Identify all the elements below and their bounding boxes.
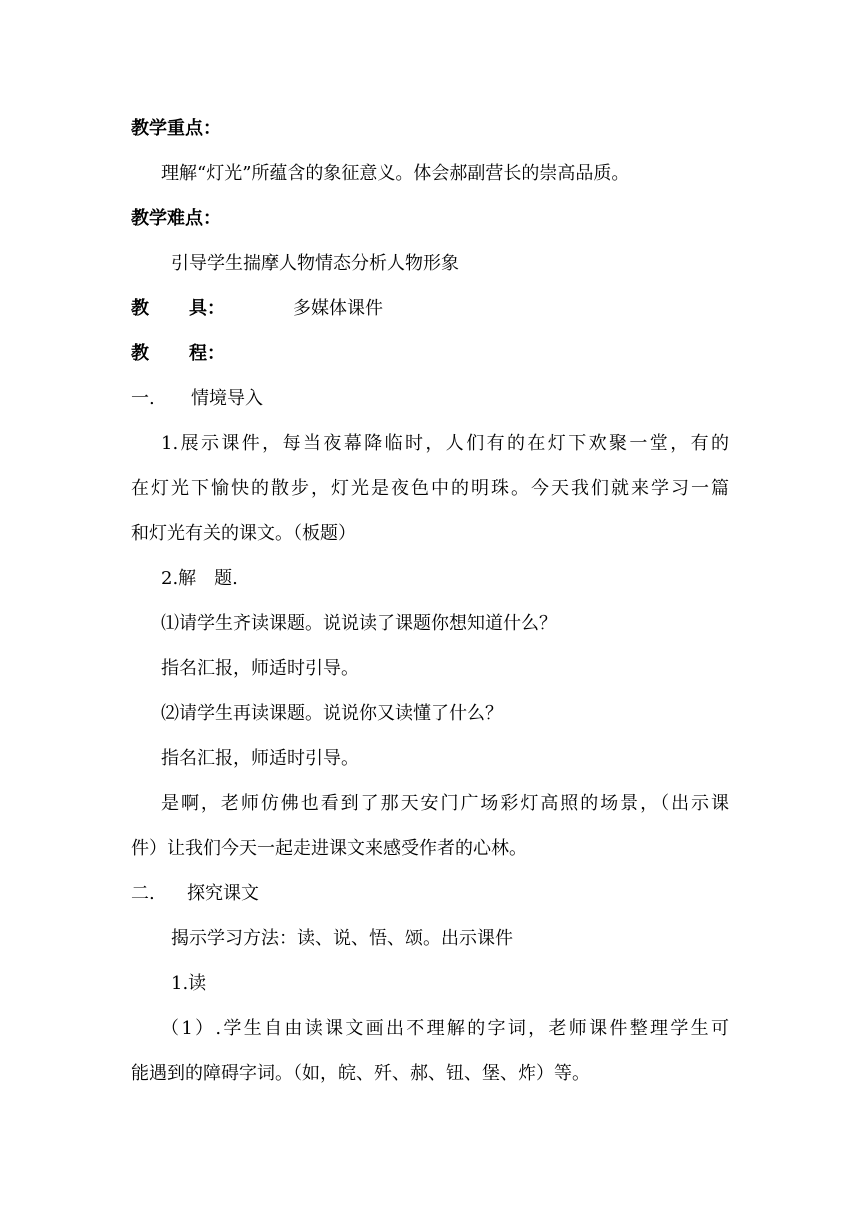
process-label-1: 教: [131, 343, 149, 364]
key-points-heading: 教学重点：: [131, 118, 221, 139]
paragraph-7-line-1: 是啊，老师仿佛也看到了那天安门广场彩灯高照的场景，（出示课: [161, 793, 729, 814]
tools-value: 多媒体课件: [293, 298, 383, 319]
key-points-text: 理解“灯光”所蕴含的象征意义。体会郝副营长的崇高品质。: [161, 163, 630, 184]
paragraph-1-line-1: 1.展示课件，每当夜幕降临时，人们有的在灯下欢聚一堂，有的: [161, 433, 729, 454]
section1-number: 一.: [131, 388, 155, 409]
process-label-2: 程：: [189, 343, 225, 364]
paragraph-2: 2.解 题.: [161, 568, 238, 589]
difficulty-heading: 教学难点：: [131, 208, 221, 229]
paragraph-5: ⑵请学生再读课题。说说你又读懂了什么？: [161, 703, 503, 724]
difficulty-text: 引导学生揣摩人物情态分析人物形象: [171, 253, 459, 274]
paragraph-3: ⑴请学生齐读课题。说说读了课题你想知道什么？: [161, 613, 557, 634]
paragraph-9: 1.读: [171, 973, 207, 994]
paragraph-10-line-2: 能遇到的障碍字词。（如，皖、歼、郝、钮、堡、炸）等。: [131, 1063, 590, 1084]
paragraph-4: 指名汇报，师适时引导。: [161, 658, 359, 679]
tools-label-2: 具：: [189, 298, 225, 319]
paragraph-10-line-1: （1）.学生自由读课文画出不理解的字词，老师课件整理学生可: [161, 1018, 729, 1039]
section2-number: 二.: [131, 883, 155, 904]
section1-title: 情境导入: [191, 388, 263, 409]
paragraph-1-line-2: 在灯光下愉快的散步，灯光是夜色中的明珠。今天我们就来学习一篇: [131, 478, 729, 499]
paragraph-1-line-3: 和灯光有关的课文。（板题）: [131, 523, 356, 544]
paragraph-7-line-2: 件）让我们今天一起走进课文来感受作者的心林。: [131, 838, 527, 859]
paragraph-8: 揭示学习方法：读、说、悟、颂。出示课件: [171, 928, 513, 949]
paragraph-6: 指名汇报，师适时引导。: [161, 748, 359, 769]
section2-title: 探究课文: [187, 883, 259, 904]
tools-label-1: 教: [131, 298, 149, 319]
